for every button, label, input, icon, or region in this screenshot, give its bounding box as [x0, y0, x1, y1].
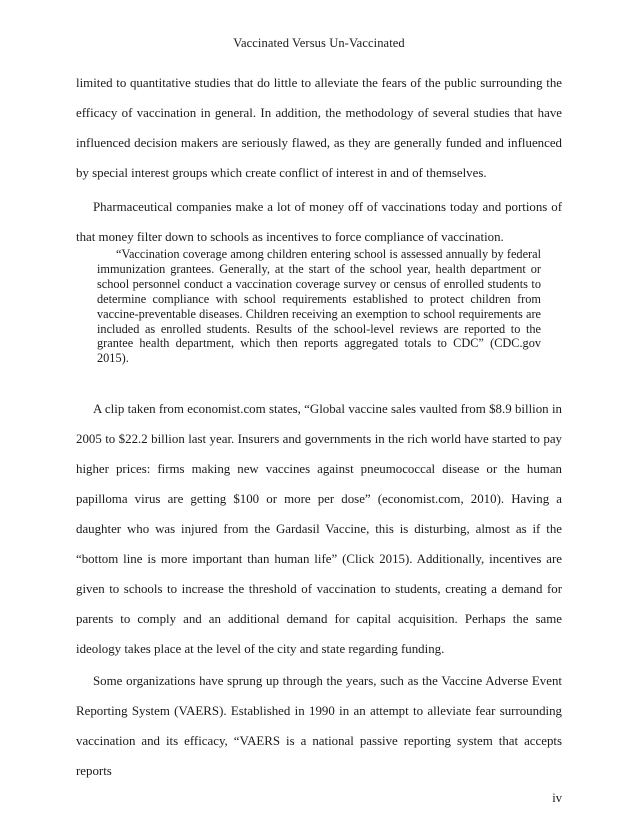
paragraph-economist-clip: A clip taken from economist.com states, “Global vaccine sales vaulted from $8.9 billion in 2005 to $22.2 billion last year. Insurers and governments in the rich world have started to pay higher prices: firms making new vaccines against pneumococcal disease or the human papilloma virus are getting $100 or more per dose” (economist.com, 2010). Having a daughter who was injured from the Gardasil Vaccine, this is disturbing, almost as if the “bottom line is more important than human life” (Click 2015). Additionally, incentives are given to schools to increase the threshold of vaccination to students, creating a demand for parents to comply and an additional demand for capital acquisition. Perhaps the same ideology takes place at the level of the city and state regarding funding. [76, 402, 562, 656]
block-quote-cdc [97, 247, 541, 366]
paragraph-methodology: limited to quantitative studies that do little to alleviate the fears of the public surrounding the efficacy of vaccination in general. In addition, the methodology of several studies that have influenced decision makers are seriously flawed, as they are generally funded and influenced by special interest groups which create conflict of interest in and of themselves. [76, 76, 562, 180]
paragraph-pharmaceutical-companies: Pharmaceutical companies make a lot of money off of vaccinations today and portions of that money filter down to schools as incentives to force compliance of vaccination. [76, 200, 562, 244]
page-number: iv [552, 791, 562, 805]
paragraph-vaers: Some organizations have sprung up through the years, such as the Vaccine Adverse Event Reporting System (VAERS). Established in 1990 in an attempt to alleviate fear surrounding vaccination and its efficacy, “VAERS is a national passive reporting system that accepts reports [76, 674, 562, 778]
running-header: Vaccinated Versus Un-Vaccinated [233, 36, 405, 50]
block-quote-text: “Vaccination coverage among children entering school is assessed annually by federal immunization grantees. Generally, at the start of the school year, health department or school personnel conduct a vaccination coverage survey or census of enrolled students to determine compliance with school requirements established to protect children from vaccine-preventable diseases. Children receiving an exemption to school requirements are included as enrolled students. Results of the school-level reviews are reported to the grantee health department, which then reports aggregated totals to CDC” (CDC.gov 2015). [97, 247, 541, 366]
